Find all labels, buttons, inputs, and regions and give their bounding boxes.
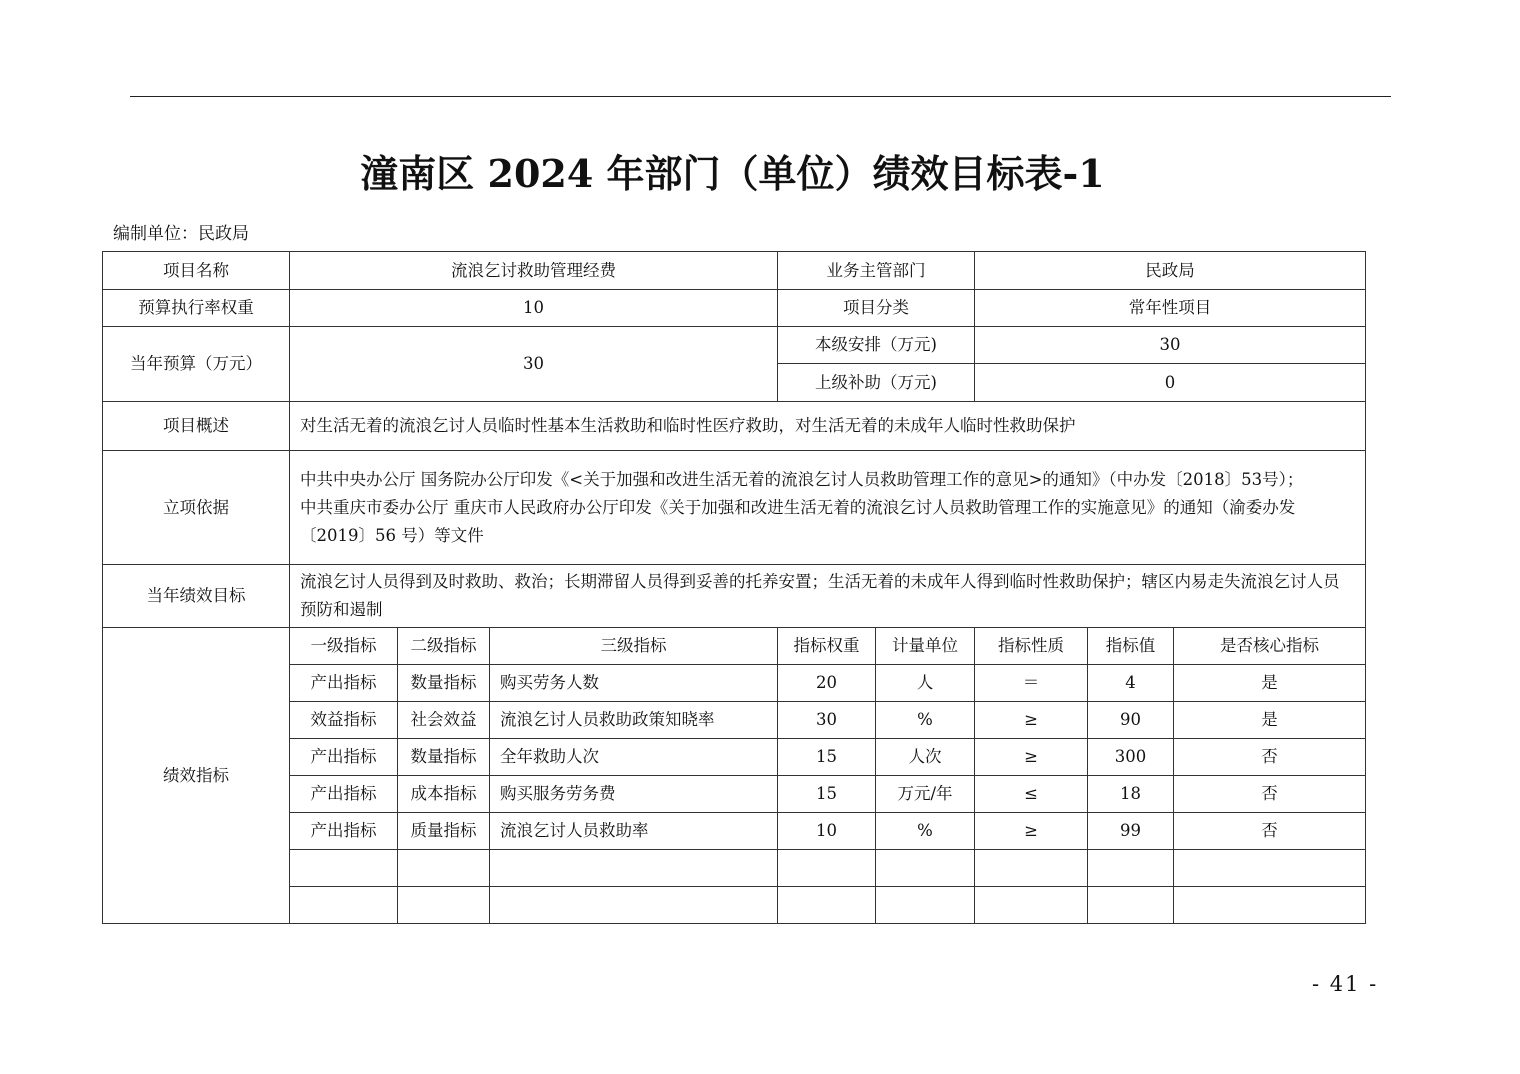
unit-cell: 人次 (876, 739, 975, 776)
project-name-value: 流浪乞讨救助管理经费 (290, 252, 778, 290)
weight-label: 预算执行率权重 (103, 290, 290, 327)
unit-cell (876, 887, 975, 924)
header-nature: 指标性质 (975, 628, 1088, 665)
core-cell: 是 (1174, 665, 1366, 702)
row-overview (103, 402, 1366, 451)
header-level3: 三级指标 (490, 628, 778, 665)
level2-cell: 质量指标 (398, 813, 490, 850)
row-weight (103, 290, 1366, 327)
preparing-unit: 编制单位：民政局 (113, 224, 249, 244)
basis-value (290, 451, 1366, 565)
local-value: 30 (975, 327, 1366, 364)
nature-cell (975, 850, 1088, 887)
value-cell (1088, 850, 1174, 887)
basis-label: 立项依据 (103, 451, 290, 565)
unit-cell: % (876, 702, 975, 739)
level1-cell: 产出指标 (290, 665, 398, 702)
level3-cell: 购买服务劳务费 (490, 776, 778, 813)
table-row-empty (103, 887, 1366, 924)
level1-cell (290, 887, 398, 924)
budget-label: 当年预算（万元） (103, 327, 290, 402)
level1-cell (290, 850, 398, 887)
level2-cell: 社会效益 (398, 702, 490, 739)
unit-cell: 人 (876, 665, 975, 702)
weight-cell (778, 850, 876, 887)
core-cell: 否 (1174, 813, 1366, 850)
row-project-name (103, 252, 1366, 290)
header-unit: 计量单位 (876, 628, 975, 665)
weight-cell: 15 (778, 739, 876, 776)
indicator-header-row (103, 628, 1366, 665)
core-cell (1174, 850, 1366, 887)
value-cell: 90 (1088, 702, 1174, 739)
level3-cell (490, 850, 778, 887)
nature-cell (975, 887, 1088, 924)
row-budget-local (103, 327, 1366, 364)
nature-cell: ≥ (975, 813, 1088, 850)
row-goal (103, 565, 1366, 628)
table-row (103, 702, 1366, 739)
level3-cell: 流浪乞讨人员救助率 (490, 813, 778, 850)
header-core: 是否核心指标 (1174, 628, 1366, 665)
level2-cell (398, 850, 490, 887)
header-weight: 指标权重 (778, 628, 876, 665)
header-value: 指标值 (1088, 628, 1174, 665)
weight-cell: 30 (778, 702, 876, 739)
dept-label: 业务主管部门 (778, 252, 975, 290)
subsidy-value: 0 (975, 364, 1366, 402)
unit-cell: 万元/年 (876, 776, 975, 813)
level2-cell: 数量指标 (398, 665, 490, 702)
table-row (103, 813, 1366, 850)
dept-value: 民政局 (975, 252, 1366, 290)
overview-value: 对生活无着的流浪乞讨人员临时性基本生活救助和临时性医疗救助，对生活无着的未成年人临时性救助保护 (290, 402, 1366, 451)
level1-cell: 产出指标 (290, 813, 398, 850)
header-level2: 二级指标 (398, 628, 490, 665)
basis-line: 中共中央办公厅 国务院办公厅印发《<关于加强和改进生活无着的流浪乞讨人员救助管理工作的意见>的通知》（中办发〔2018〕53号）； (300, 469, 1304, 489)
project-name-label: 项目名称 (103, 252, 290, 290)
level2-cell: 数量指标 (398, 739, 490, 776)
weight-cell: 20 (778, 665, 876, 702)
level1-cell: 产出指标 (290, 776, 398, 813)
category-label: 项目分类 (778, 290, 975, 327)
header-rule (130, 96, 1391, 97)
performance-target-table (102, 251, 1366, 924)
nature-cell: ≤ (975, 776, 1088, 813)
level3-cell (490, 887, 778, 924)
level2-cell: 成本指标 (398, 776, 490, 813)
core-cell: 是 (1174, 702, 1366, 739)
value-cell (1088, 887, 1174, 924)
level1-cell: 效益指标 (290, 702, 398, 739)
table-row (103, 739, 1366, 776)
nature-cell: ≥ (975, 739, 1088, 776)
level1-cell: 产出指标 (290, 739, 398, 776)
value-cell: 300 (1088, 739, 1174, 776)
table-row (103, 665, 1366, 702)
nature-cell: ≥ (975, 702, 1088, 739)
indicators-section-label: 绩效指标 (103, 628, 290, 924)
category-value: 常年性项目 (975, 290, 1366, 327)
nature-cell: ＝ (975, 665, 1088, 702)
goal-label: 当年绩效目标 (103, 565, 290, 628)
level3-cell: 全年救助人次 (490, 739, 778, 776)
value-cell: 99 (1088, 813, 1174, 850)
value-cell: 4 (1088, 665, 1174, 702)
overview-label: 项目概述 (103, 402, 290, 451)
level3-cell: 购买劳务人数 (490, 665, 778, 702)
budget-value: 30 (290, 327, 778, 402)
table-row-empty (103, 850, 1366, 887)
unit-cell: % (876, 813, 975, 850)
core-cell: 否 (1174, 739, 1366, 776)
header-level1: 一级指标 (290, 628, 398, 665)
basis-line: 中共重庆市委办公厅 重庆市人民政府办公厅印发《关于加强和改进生活无着的流浪乞讨人员救助管理工作的实施意见》的通知（渝委办发〔2019〕56 号）等文件 (300, 497, 1296, 545)
weight-cell: 15 (778, 776, 876, 813)
weight-value: 10 (290, 290, 778, 327)
page-number: - 41 - (1312, 972, 1379, 996)
local-label: 本级安排（万元) (778, 327, 975, 364)
table-row (103, 776, 1366, 813)
weight-cell: 10 (778, 813, 876, 850)
core-cell: 否 (1174, 776, 1366, 813)
level3-cell: 流浪乞讨人员救助政策知晓率 (490, 702, 778, 739)
goal-value: 流浪乞讨人员得到及时救助、救治；长期滞留人员得到妥善的托养安置；生活无着的未成年人得到临时性救助保护；辖区内易走失流浪乞讨人员预防和遏制 (290, 565, 1366, 628)
unit-cell (876, 850, 975, 887)
core-cell (1174, 887, 1366, 924)
level2-cell (398, 887, 490, 924)
subsidy-label: 上级补助（万元) (778, 364, 975, 402)
weight-cell (778, 887, 876, 924)
page-title: 潼南区 2024 年部门（单位）绩效目标表-1 (360, 151, 1105, 196)
value-cell: 18 (1088, 776, 1174, 813)
row-basis (103, 451, 1366, 565)
